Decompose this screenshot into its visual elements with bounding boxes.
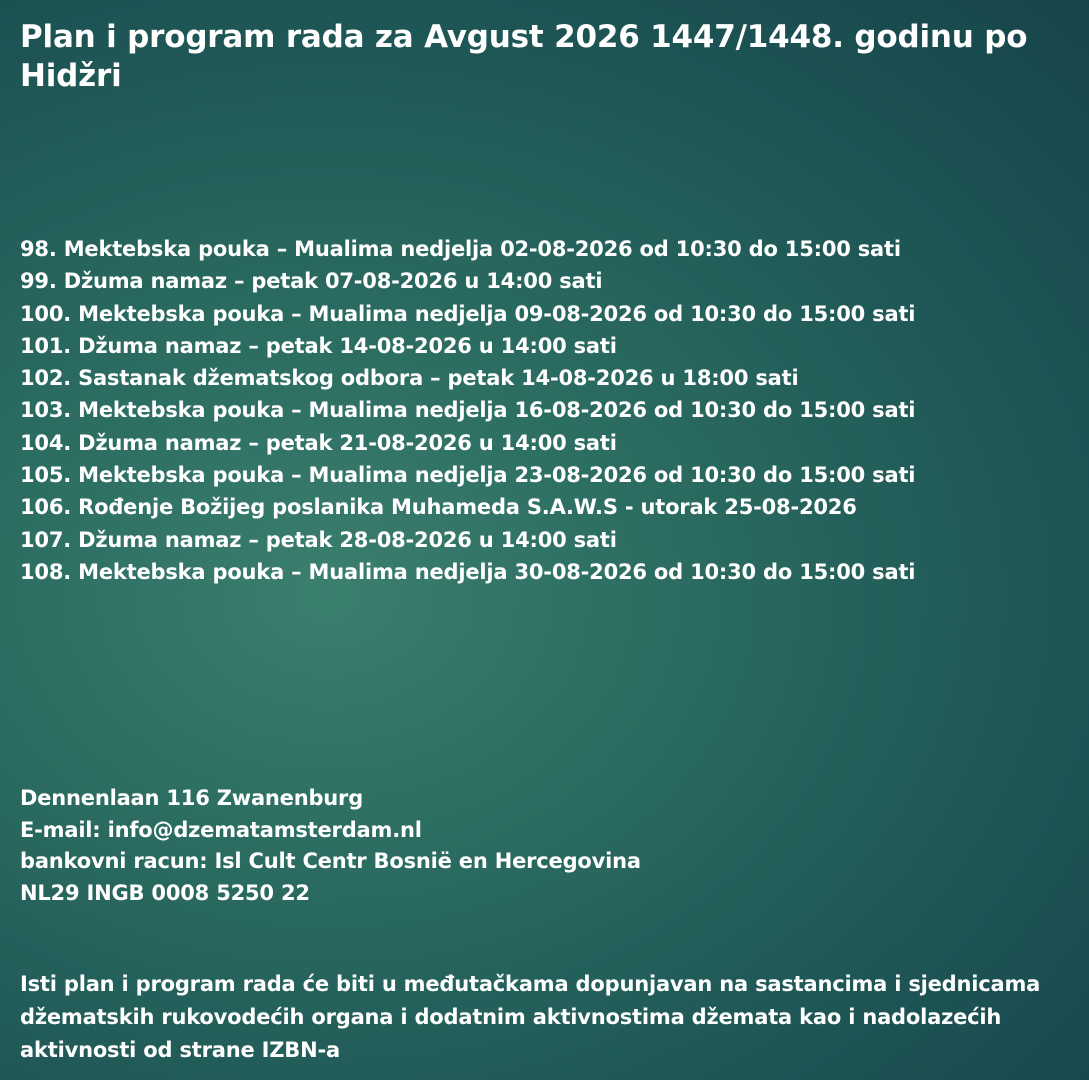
program-item: 107. Džuma namaz – petak 28-08-2026 u 14:00 sati xyxy=(20,527,617,552)
program-list xyxy=(20,233,915,588)
program-item: 102. Sastanak džematskog odbora – petak 14-08-2026 u 18:00 sati xyxy=(20,366,799,391)
program-item: 101. Džuma namaz – petak 14-08-2026 u 14:00 sati xyxy=(20,333,617,358)
program-item: 106. Rođenje Božijeg poslanika Muhameda S.A.W.S - utorak 25-08-2026 xyxy=(20,495,857,520)
contact-address: Dennenlaan 116 Zwanenburg xyxy=(20,786,364,810)
contact-email: E-mail: info@dzematamsterdam.nl xyxy=(20,817,422,842)
program-item: 103. Mektebska pouka – Mualima nedjelja 16-08-2026 od 10:30 do 15:00 sati xyxy=(20,398,916,423)
program-item: 108. Mektebska pouka – Mualima nedjelja 30-08-2026 od 10:30 do 15:00 sati xyxy=(20,559,916,584)
contact-bank-account: bankovni racun: Isl Cult Centr Bosnië en Hercegovina xyxy=(20,849,641,873)
program-item: 98. Mektebska pouka – Mualima nedjelja 02-08-2026 od 10:30 do 15:00 sati xyxy=(20,237,901,261)
program-item: 99. Džuma namaz – petak 07-08-2026 u 14:00 sati xyxy=(20,269,603,294)
contact-iban: NL29 INGB 0008 5250 22 xyxy=(20,880,310,905)
footer-note: Isti plan i program rada će biti u međutačkama dopunjavan na sastancima i sjednicama džematskih rukovodećih organa i dodatnim aktivnostima džemata kao i nadolazećih aktivnosti od strane IZBN-a xyxy=(20,972,1041,1062)
contact-block xyxy=(20,783,641,909)
program-item: 104. Džuma namaz – petak 21-08-2026 u 14:00 sati xyxy=(20,430,617,455)
page-title: Plan i program rada za Avgust 2026 1447/1448. godinu po Hidžri xyxy=(20,19,1028,94)
program-item: 105. Mektebska pouka – Mualima nedjelja 23-08-2026 od 10:30 do 15:00 sati xyxy=(20,463,916,488)
program-item: 100. Mektebska pouka – Mualima nedjelja 09-08-2026 od 10:30 do 15:00 sati xyxy=(20,301,916,326)
